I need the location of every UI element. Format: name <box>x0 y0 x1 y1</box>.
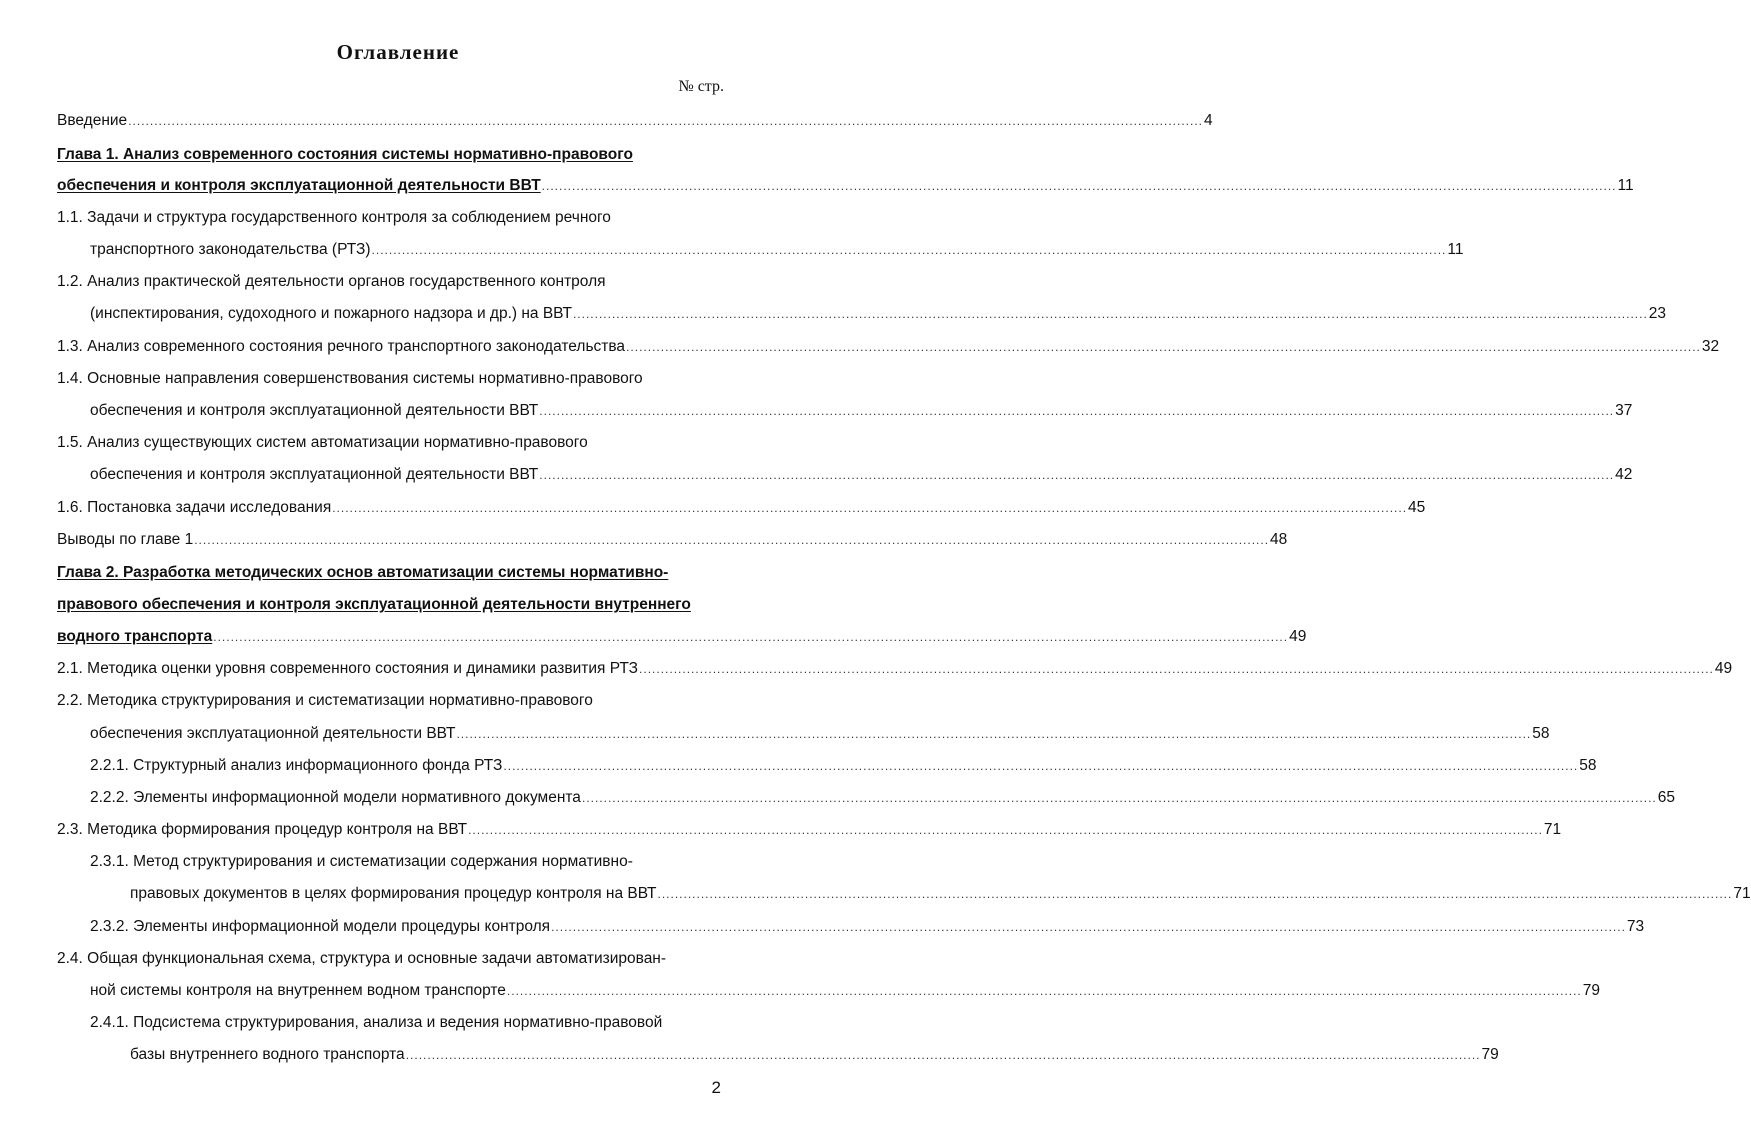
toc-entry[interactable] <box>57 950 724 972</box>
toc-entry[interactable] <box>57 112 1213 134</box>
toc-entry-page: 58 <box>1532 725 1550 742</box>
leader-dots <box>539 466 1614 484</box>
toc-entry[interactable] <box>57 628 1307 650</box>
toc-entry-page: 49 <box>1714 660 1733 677</box>
toc-entry[interactable] <box>57 531 1288 553</box>
toc-entry[interactable] <box>57 338 1720 360</box>
toc-entry-text: 2.2.1. Структурный анализ информационного фонда РТЗ <box>90 757 503 774</box>
toc-entry-text: 1.4. Основные направления совершенствования системы нормативно-правового <box>57 370 643 387</box>
toc-entry-text: правового обеспечения и контроля эксплуатационной деятельности внутреннего <box>57 596 691 613</box>
toc-entry-text: 2.2.2. Элементы информационной модели нормативного документа <box>90 789 581 806</box>
toc-entry[interactable] <box>57 209 724 231</box>
toc-entry-text: обеспечения и контроля эксплуатационной деятельности ВВТ <box>90 402 539 419</box>
leader-dots <box>128 112 1203 130</box>
toc-entry-page: 49 <box>1289 628 1307 645</box>
toc-entry-text: Глава 2. Разработка методических основ автоматизации системы нормативно- <box>57 564 669 581</box>
toc-entry-text: 2.3. Методика формирования процедур контроля на ВВТ <box>57 821 468 838</box>
toc-entry-page: 11 <box>1617 177 1634 194</box>
toc-entry-text: базы внутреннего водного транспорта <box>130 1046 405 1063</box>
leader-dots <box>468 821 1543 839</box>
toc-entry-page: 23 <box>1648 305 1667 322</box>
toc-entry[interactable] <box>130 885 1751 907</box>
toc-entry[interactable] <box>57 596 724 618</box>
toc-entry[interactable] <box>90 402 1633 424</box>
toc-entry-page: 79 <box>1481 1046 1499 1063</box>
toc-entry[interactable] <box>57 177 1634 199</box>
toc-entry[interactable] <box>57 564 724 586</box>
leader-dots <box>503 757 1578 775</box>
toc-entry-text: водного транспорта <box>57 628 213 645</box>
toc-entry-page: 79 <box>1582 982 1600 999</box>
toc-entry-text: 1.1. Задачи и структура государственного контроля за соблюдением речного <box>57 209 611 226</box>
leader-dots <box>372 241 1447 259</box>
toc-entry[interactable] <box>90 757 1597 779</box>
toc-entry-text: Введение <box>57 112 128 129</box>
toc-entry-page: 4 <box>1204 112 1213 129</box>
toc-entry-text: (инспектирования, судоходного и пожарного надзора и др.) на ВВТ <box>90 305 572 322</box>
toc-entry-text: транспортного законодательства (РТЗ) <box>90 241 371 258</box>
toc-entry-text: правовых документов в целях формирования процедур контроля на ВВТ <box>130 885 657 902</box>
leader-dots <box>658 885 1733 903</box>
toc-entry[interactable] <box>57 273 724 295</box>
toc-entry-text: 1.2. Анализ практической деятельности органов государственного контроля <box>57 273 606 290</box>
toc-entry-text: 2.4. Общая функциональная схема, структура и основные задачи автоматизирован- <box>57 950 667 967</box>
toc-entry-text: 1.5. Анализ существующих систем автоматизации нормативно-правового <box>57 434 588 451</box>
toc-entry-page: 45 <box>1408 499 1426 516</box>
leader-dots <box>539 402 1614 420</box>
toc-entry-text: 2.3.1. Метод структурирования и систематизации содержания нормативно- <box>90 853 633 870</box>
toc-entry[interactable] <box>90 305 1667 327</box>
toc-entry[interactable] <box>57 499 1426 521</box>
page-column-header: № стр. <box>678 78 724 95</box>
toc-entry-text: обеспечения эксплуатационной деятельности ВВТ <box>90 725 456 742</box>
toc-entry-page: 71 <box>1733 885 1751 902</box>
toc-entry[interactable] <box>90 466 1633 488</box>
leader-dots <box>582 789 1657 807</box>
leader-dots <box>332 499 1407 517</box>
page-number: 2 <box>711 1078 721 1097</box>
toc-entry-page: 48 <box>1270 531 1288 548</box>
leader-dots <box>626 338 1701 356</box>
toc-entry-text: 2.4.1. Подсистема структурирования, анализа и ведения нормативно-правовой <box>90 1014 663 1031</box>
toc-entry-text: обеспечения и контроля эксплуатационной деятельности ВВТ <box>90 466 539 483</box>
toc-entry-page: 37 <box>1615 402 1633 419</box>
toc-entry-page: 65 <box>1657 789 1676 806</box>
toc-entry-page: 71 <box>1543 821 1562 838</box>
toc-entry-page: 32 <box>1701 338 1720 355</box>
toc-entry[interactable] <box>90 241 1464 263</box>
toc-entry[interactable] <box>57 146 724 168</box>
toc-entry-text: ной системы контроля на внутреннем водном транспорте <box>90 982 506 999</box>
toc-entry-page: 73 <box>1626 918 1645 935</box>
toc-entry-text: 2.2. Методика структурирования и систематизации нормативно-правового <box>57 692 593 709</box>
leader-dots <box>406 1046 1481 1064</box>
toc-entry[interactable] <box>90 918 1645 940</box>
toc-entry-text: Глава 1. Анализ современного состояния системы нормативно-правового <box>57 146 633 163</box>
leader-dots <box>573 305 1648 323</box>
toc-entry-page: 42 <box>1615 466 1633 483</box>
toc-entry-page: 11 <box>1447 241 1464 258</box>
leader-dots <box>507 982 1582 1000</box>
leader-dots <box>213 628 1288 646</box>
toc-entry[interactable] <box>90 725 1550 747</box>
toc-entry[interactable] <box>57 660 1733 682</box>
toc-entry[interactable] <box>57 370 724 392</box>
toc-entry[interactable] <box>57 434 724 456</box>
toc-entry[interactable] <box>90 1014 724 1036</box>
toc-entry[interactable] <box>57 692 724 714</box>
leader-dots <box>456 725 1531 743</box>
toc-entry[interactable] <box>90 789 1676 811</box>
toc-entry-text: обеспечения и контроля эксплуатационной деятельности ВВТ <box>57 177 541 194</box>
toc-entry-text: 1.3. Анализ современного состояния речного транспортного законодательства <box>57 338 626 355</box>
toc-entry[interactable] <box>130 1046 1499 1068</box>
leader-dots <box>639 660 1714 678</box>
leader-dots <box>194 531 1269 549</box>
toc-entry-text: 1.6. Постановка задачи исследования <box>57 499 332 516</box>
toc-entry-text: Выводы по главе 1 <box>57 531 194 548</box>
toc-entry[interactable] <box>90 982 1600 1004</box>
toc-entry[interactable] <box>57 821 1562 843</box>
page-title: Оглавление <box>336 40 460 64</box>
toc-entry-text: 2.3.2. Элементы информационной модели процедуры контроля <box>90 918 551 935</box>
toc-entry[interactable] <box>90 853 724 875</box>
toc-entry-page: 58 <box>1579 757 1597 774</box>
leader-dots <box>551 918 1626 936</box>
leader-dots <box>542 177 1617 195</box>
toc-entry-text: 2.1. Методика оценки уровня современного состояния и динамики развития РТЗ <box>57 660 639 677</box>
